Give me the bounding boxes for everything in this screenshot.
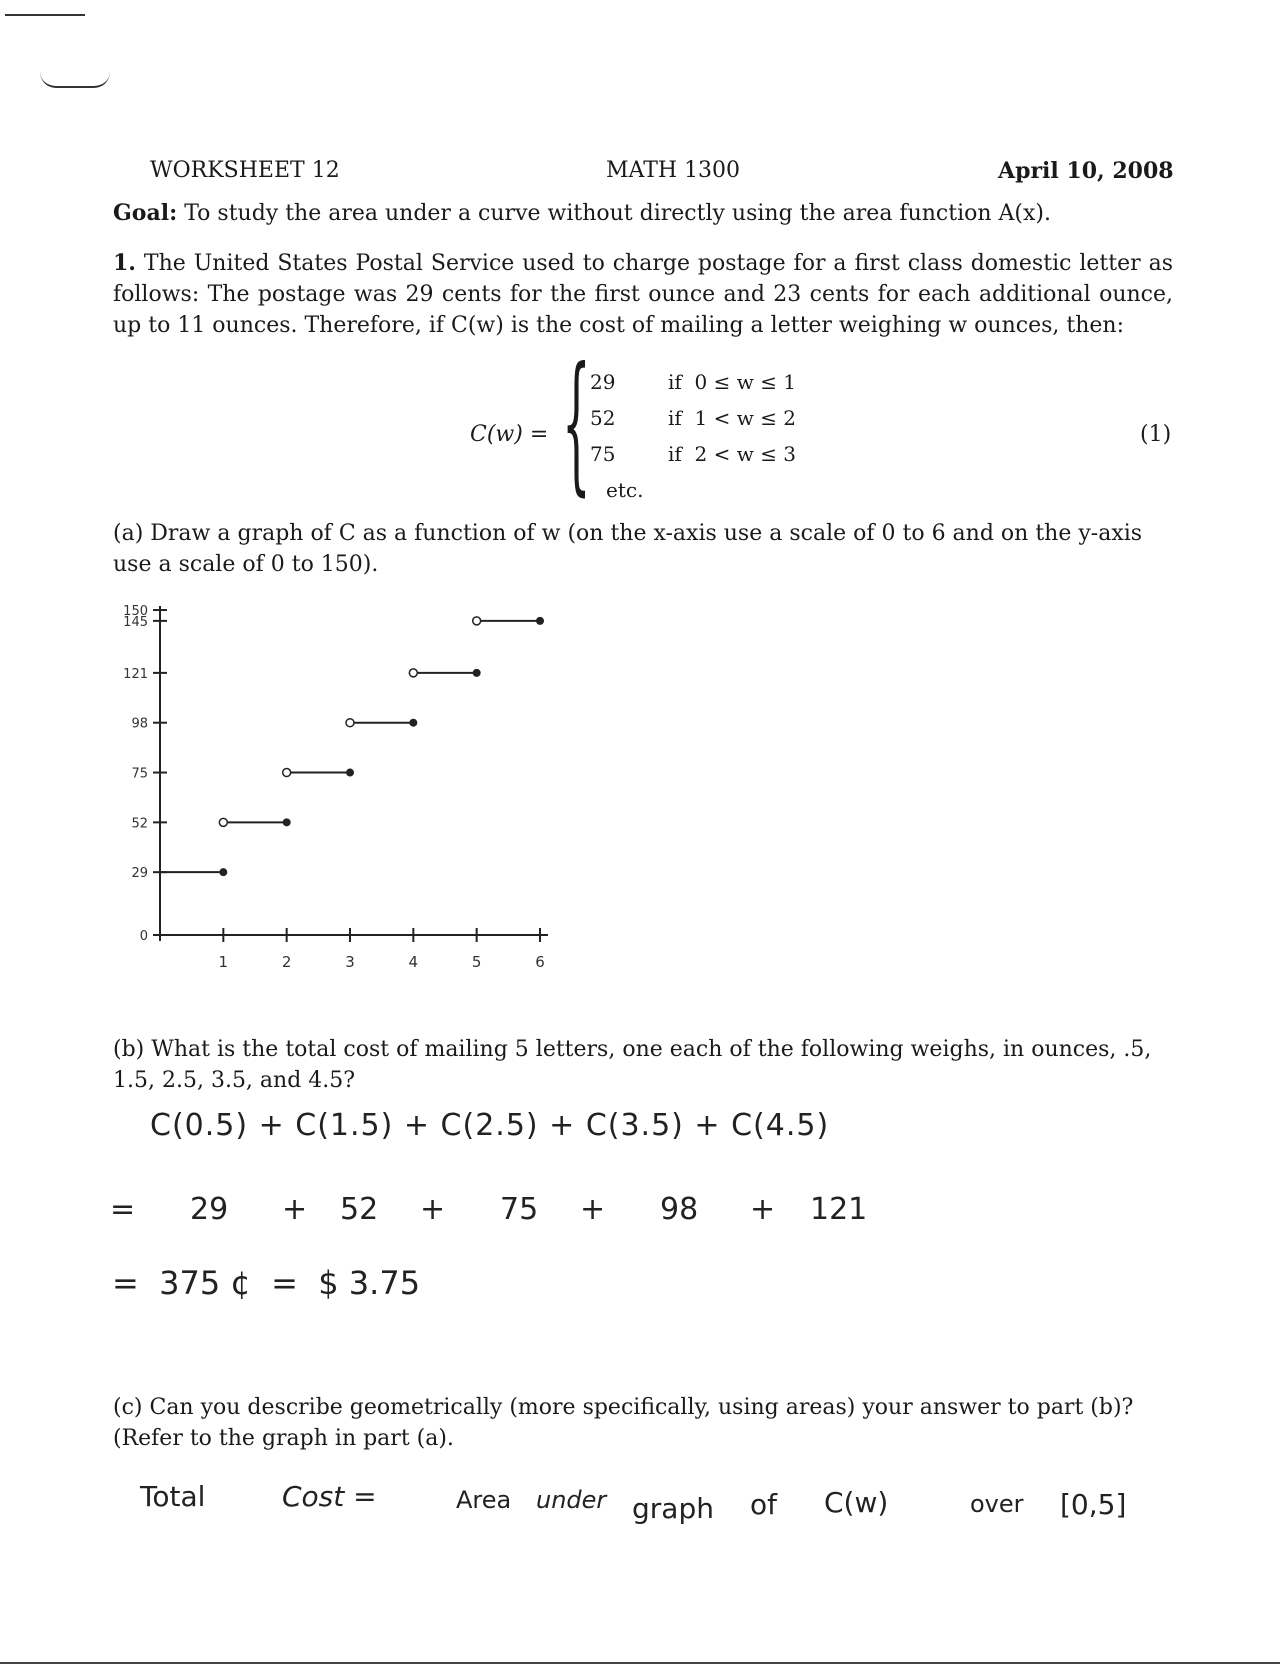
equation-lhs: C(w) = (470, 422, 549, 447)
answer-word: under (536, 1486, 607, 1514)
y-tick-label: 98 (131, 716, 148, 732)
goal-label: Goal: (113, 200, 178, 226)
answer-term: + (750, 1192, 776, 1227)
closed-endpoint (473, 669, 481, 677)
graph-labels (123, 604, 545, 971)
problem-number: 1. (113, 250, 136, 276)
open-endpoint (409, 669, 417, 677)
equation-brace: { (562, 336, 591, 510)
answer-word: Cost = (282, 1480, 377, 1513)
answer-word: over (970, 1490, 1024, 1518)
worksheet-label: WORKSHEET 12 (150, 158, 340, 183)
open-endpoint (219, 818, 227, 826)
y-tick-label: 145 (123, 614, 148, 630)
case-value: 75 (590, 442, 616, 466)
open-endpoint (473, 617, 481, 625)
case-condition: if 1 < w ≤ 2 (668, 406, 797, 430)
answer-term: 98 (660, 1192, 699, 1227)
part-b: (b) What is the total cost of mailing 5 letters, one each of the following weighs, in ounces, .5, 1.5, 2.5, 3.5, and 4.5? (113, 1037, 1152, 1093)
case-condition: if 2 < w ≤ 3 (668, 442, 797, 466)
x-tick-label: 2 (281, 953, 292, 971)
graph-marks (160, 617, 544, 876)
goal-text: To study the area under a curve without directly using the area function A(x). (184, 201, 1051, 226)
goal-line (113, 198, 1173, 229)
problem-text: The United States Postal Service used to charge postage for a first class domestic letter as follows: The postage was 29 cents for the first ounce and 23 cents for each additional ounce, up to 11 ounces. Therefore, if C(w) is the cost of mailing a letter weighing w ounces, then: (113, 251, 1173, 338)
x-tick-label: 4 (408, 953, 419, 971)
answer-term: 52 (340, 1192, 379, 1227)
closed-endpoint (283, 818, 291, 826)
open-endpoint (346, 719, 354, 727)
case-row (590, 442, 797, 466)
part-c: (c) Can you describe geometrically (more specifically, using areas) your answer to part (b)? (Refer to the graph in part (a). (113, 1395, 1134, 1451)
answer-term: + (282, 1192, 308, 1227)
answer-term: + (580, 1192, 606, 1227)
answer-word: of (750, 1488, 777, 1521)
answer-word: Area (456, 1486, 512, 1514)
closed-endpoint (346, 769, 354, 777)
case-row (590, 406, 797, 430)
y-tick-label: 0 (139, 929, 148, 944)
x-tick-label: 6 (535, 953, 545, 971)
course-label: MATH 1300 (606, 158, 741, 183)
closed-endpoint (536, 617, 544, 625)
y-tick-label: 121 (123, 666, 148, 682)
y-tick-label: 75 (131, 766, 148, 782)
answer-b-line3: = 375 ¢ = $ 3.75 (112, 1264, 421, 1302)
closed-endpoint (409, 719, 417, 727)
case-value: 29 (590, 370, 616, 394)
answer-term: 121 (810, 1192, 868, 1227)
answer-word: graph (632, 1492, 714, 1525)
y-tick-label: 150 (123, 604, 148, 620)
x-tick-label: 5 (471, 953, 482, 971)
date-label: April 10, 2008 (998, 158, 1174, 184)
scan-mark-top (5, 14, 85, 16)
open-endpoint (283, 769, 291, 777)
answer-term: 75 (500, 1192, 539, 1227)
scan-mark-curve (40, 72, 110, 88)
scan-bottom-edge (0, 1662, 1280, 1664)
case-condition: if 0 ≤ w ≤ 1 (668, 370, 797, 394)
y-tick-label: 52 (131, 816, 148, 832)
answer-word: Total (140, 1480, 206, 1513)
equation-number: (1) (1140, 422, 1172, 447)
case-row (590, 370, 797, 394)
step-graph (100, 590, 620, 990)
answer-b-line1: C(0.5) + C(1.5) + C(2.5) + C(3.5) + C(4.5) (150, 1108, 830, 1143)
closed-endpoint (219, 868, 227, 876)
answer-word: C(w) (824, 1486, 889, 1519)
answer-term: + (420, 1192, 446, 1227)
case-row (590, 478, 643, 502)
answer-term: = (110, 1192, 136, 1227)
equation (460, 336, 1180, 510)
answer-word: [0,5] (1060, 1488, 1127, 1521)
y-tick-label: 29 (131, 866, 148, 882)
part-a: (a) Draw a graph of C as a function of w (on the x-axis use a scale of 0 to 6 and on the y-axis use a scale of 0 to 150). (113, 521, 1143, 577)
case-value: 52 (590, 406, 616, 430)
answer-term: 29 (190, 1192, 229, 1227)
x-tick-label: 3 (345, 953, 355, 971)
x-tick-label: 1 (218, 953, 229, 971)
case-value: etc. (606, 478, 644, 502)
answer-c (140, 1480, 1180, 1540)
problem-1 (113, 248, 1173, 341)
